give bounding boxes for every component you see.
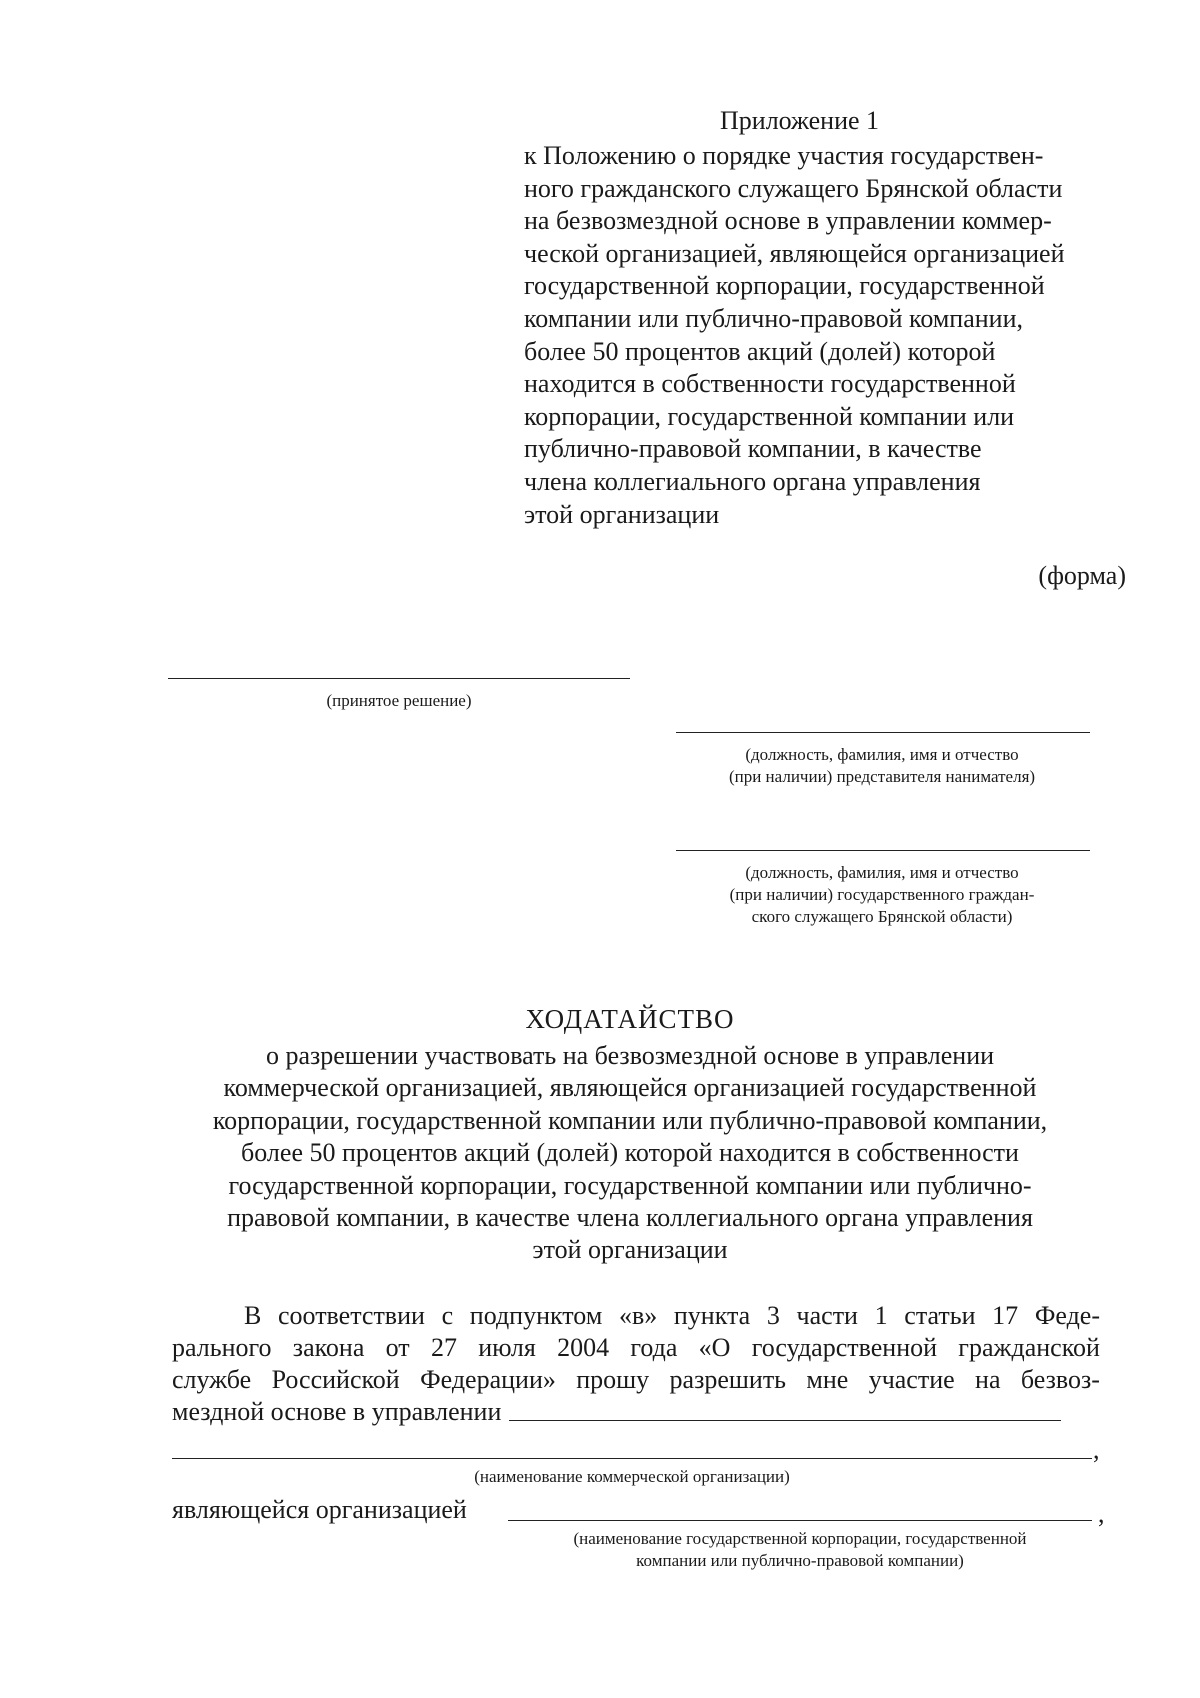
paragraph-line-1: [172, 1300, 1100, 1332]
word: службе: [172, 1365, 252, 1394]
appendix-line: корпорации, государственной компании или: [524, 401, 1015, 431]
word: на: [975, 1365, 1001, 1394]
word: от: [385, 1333, 410, 1362]
word: 2004: [557, 1333, 610, 1362]
request-paragraph: [172, 1300, 1100, 1428]
appendix-line: публично-правовой компании, в качестве: [524, 434, 982, 464]
word: Федерации»: [420, 1365, 556, 1394]
employer-caption-line: (должность, фамилия, имя и отчество: [745, 745, 1019, 764]
appendix-line: ческой организацией, являющейся организацией: [524, 238, 1065, 268]
word: статьи: [904, 1301, 976, 1330]
corp-caption: [508, 1528, 1092, 1572]
document-subtitle: [160, 1040, 1100, 1267]
word: «О: [698, 1333, 731, 1362]
servant-caption-line: ского служащего Брянской области): [751, 907, 1013, 926]
comma: ,: [1098, 1499, 1105, 1528]
word: участие: [868, 1365, 955, 1394]
word: июля: [478, 1333, 536, 1362]
servant-caption: [660, 862, 1104, 928]
appendix-line: ного гражданского служащего Брянской области: [524, 173, 1063, 203]
servant-caption-line: (должность, фамилия, имя и отчество: [745, 863, 1019, 882]
being-org-text: являющейся организацией: [172, 1495, 467, 1524]
word: пункта: [673, 1301, 751, 1330]
org-name-caption: (наименование коммерческой организации): [474, 1467, 790, 1486]
management-text: мездной основе в управлении: [172, 1397, 502, 1426]
decision-caption: (принятое решение): [326, 691, 472, 710]
appendix-line: этой организации: [524, 499, 720, 529]
subtitle-line: государственной корпорации, государственной компании или публично-: [228, 1170, 1032, 1200]
subtitle-line: этой организации: [532, 1235, 728, 1265]
servant-caption-line: (при наличии) государственного граждан-: [729, 885, 1035, 904]
word: государственной: [751, 1333, 938, 1362]
corp-caption-line: компании или публично-правовой компании): [636, 1551, 964, 1570]
word: «в»: [618, 1301, 658, 1330]
word: мне: [806, 1365, 849, 1394]
subtitle-line: о разрешении участвовать на безвозмездной основе в управлении: [265, 1041, 995, 1070]
word: подпунктом: [469, 1301, 603, 1330]
word: с: [441, 1301, 454, 1330]
corp-caption-line: (наименование государственной корпорации, государственной: [573, 1529, 1027, 1548]
servant-line: [676, 850, 1090, 851]
appendix-line: к Положению о порядке участия государствен-: [524, 141, 1044, 170]
word: года: [630, 1333, 678, 1362]
word: Феде-: [1034, 1301, 1100, 1330]
appendix-line: компании или публично-правовой компании,: [524, 303, 1023, 333]
word: части: [796, 1301, 858, 1330]
word: прошу: [576, 1365, 650, 1394]
decision-line: [168, 678, 630, 679]
subtitle-line: более 50 процентов акций (долей) которой находится в собственности: [241, 1138, 1019, 1168]
appendix-line: государственной корпорации, государственной: [524, 271, 1045, 301]
appendix-line: члена коллегиального органа управления: [524, 466, 981, 496]
appendix-title: Приложение 1: [720, 106, 880, 135]
form-label: (форма): [1038, 561, 1126, 590]
word: 27: [430, 1333, 457, 1362]
corp-name-line[interactable]: [508, 1520, 1092, 1521]
subtitle-line: корпорации, государственной компании или публично-правовой компании,: [212, 1105, 1048, 1135]
word: В: [244, 1301, 262, 1330]
word: Российской: [271, 1365, 400, 1394]
appendix-description: [524, 140, 1065, 531]
appendix-line: находится в собственности государственной: [524, 369, 1016, 399]
word: гражданской: [958, 1333, 1100, 1362]
word: рального: [172, 1333, 272, 1362]
appendix-line: более 50 процентов акций (долей) которой: [524, 336, 996, 366]
word: 17: [992, 1301, 1019, 1330]
word: разрешить: [669, 1365, 787, 1394]
comma: ,: [1093, 1435, 1100, 1464]
employer-line: [676, 732, 1090, 733]
subtitle-line: правовой компании, в качестве члена коллегиального органа управления: [227, 1203, 1033, 1233]
word: безвоз-: [1020, 1365, 1100, 1394]
org-name-line[interactable]: [172, 1458, 1092, 1459]
document-title: ХОДАТАЙСТВО: [525, 1004, 735, 1034]
subtitle-line: коммерческой организацией, являющейся организацией государственной: [223, 1073, 1037, 1103]
word: 1: [874, 1301, 888, 1330]
appendix-line: на безвозмездной основе в управлении коммер-: [524, 206, 1052, 236]
org-fill-line[interactable]: [509, 1396, 1061, 1421]
word: 3: [766, 1301, 780, 1330]
word: закона: [292, 1333, 365, 1362]
word: соответствии: [278, 1301, 425, 1330]
employer-caption-line: (при наличии) представителя нанимателя): [728, 767, 1036, 786]
paragraph-line-4: [172, 1396, 1100, 1428]
paragraph-line-2: [172, 1332, 1100, 1364]
paragraph-line-3: [172, 1364, 1100, 1396]
employer-caption: [660, 744, 1104, 788]
